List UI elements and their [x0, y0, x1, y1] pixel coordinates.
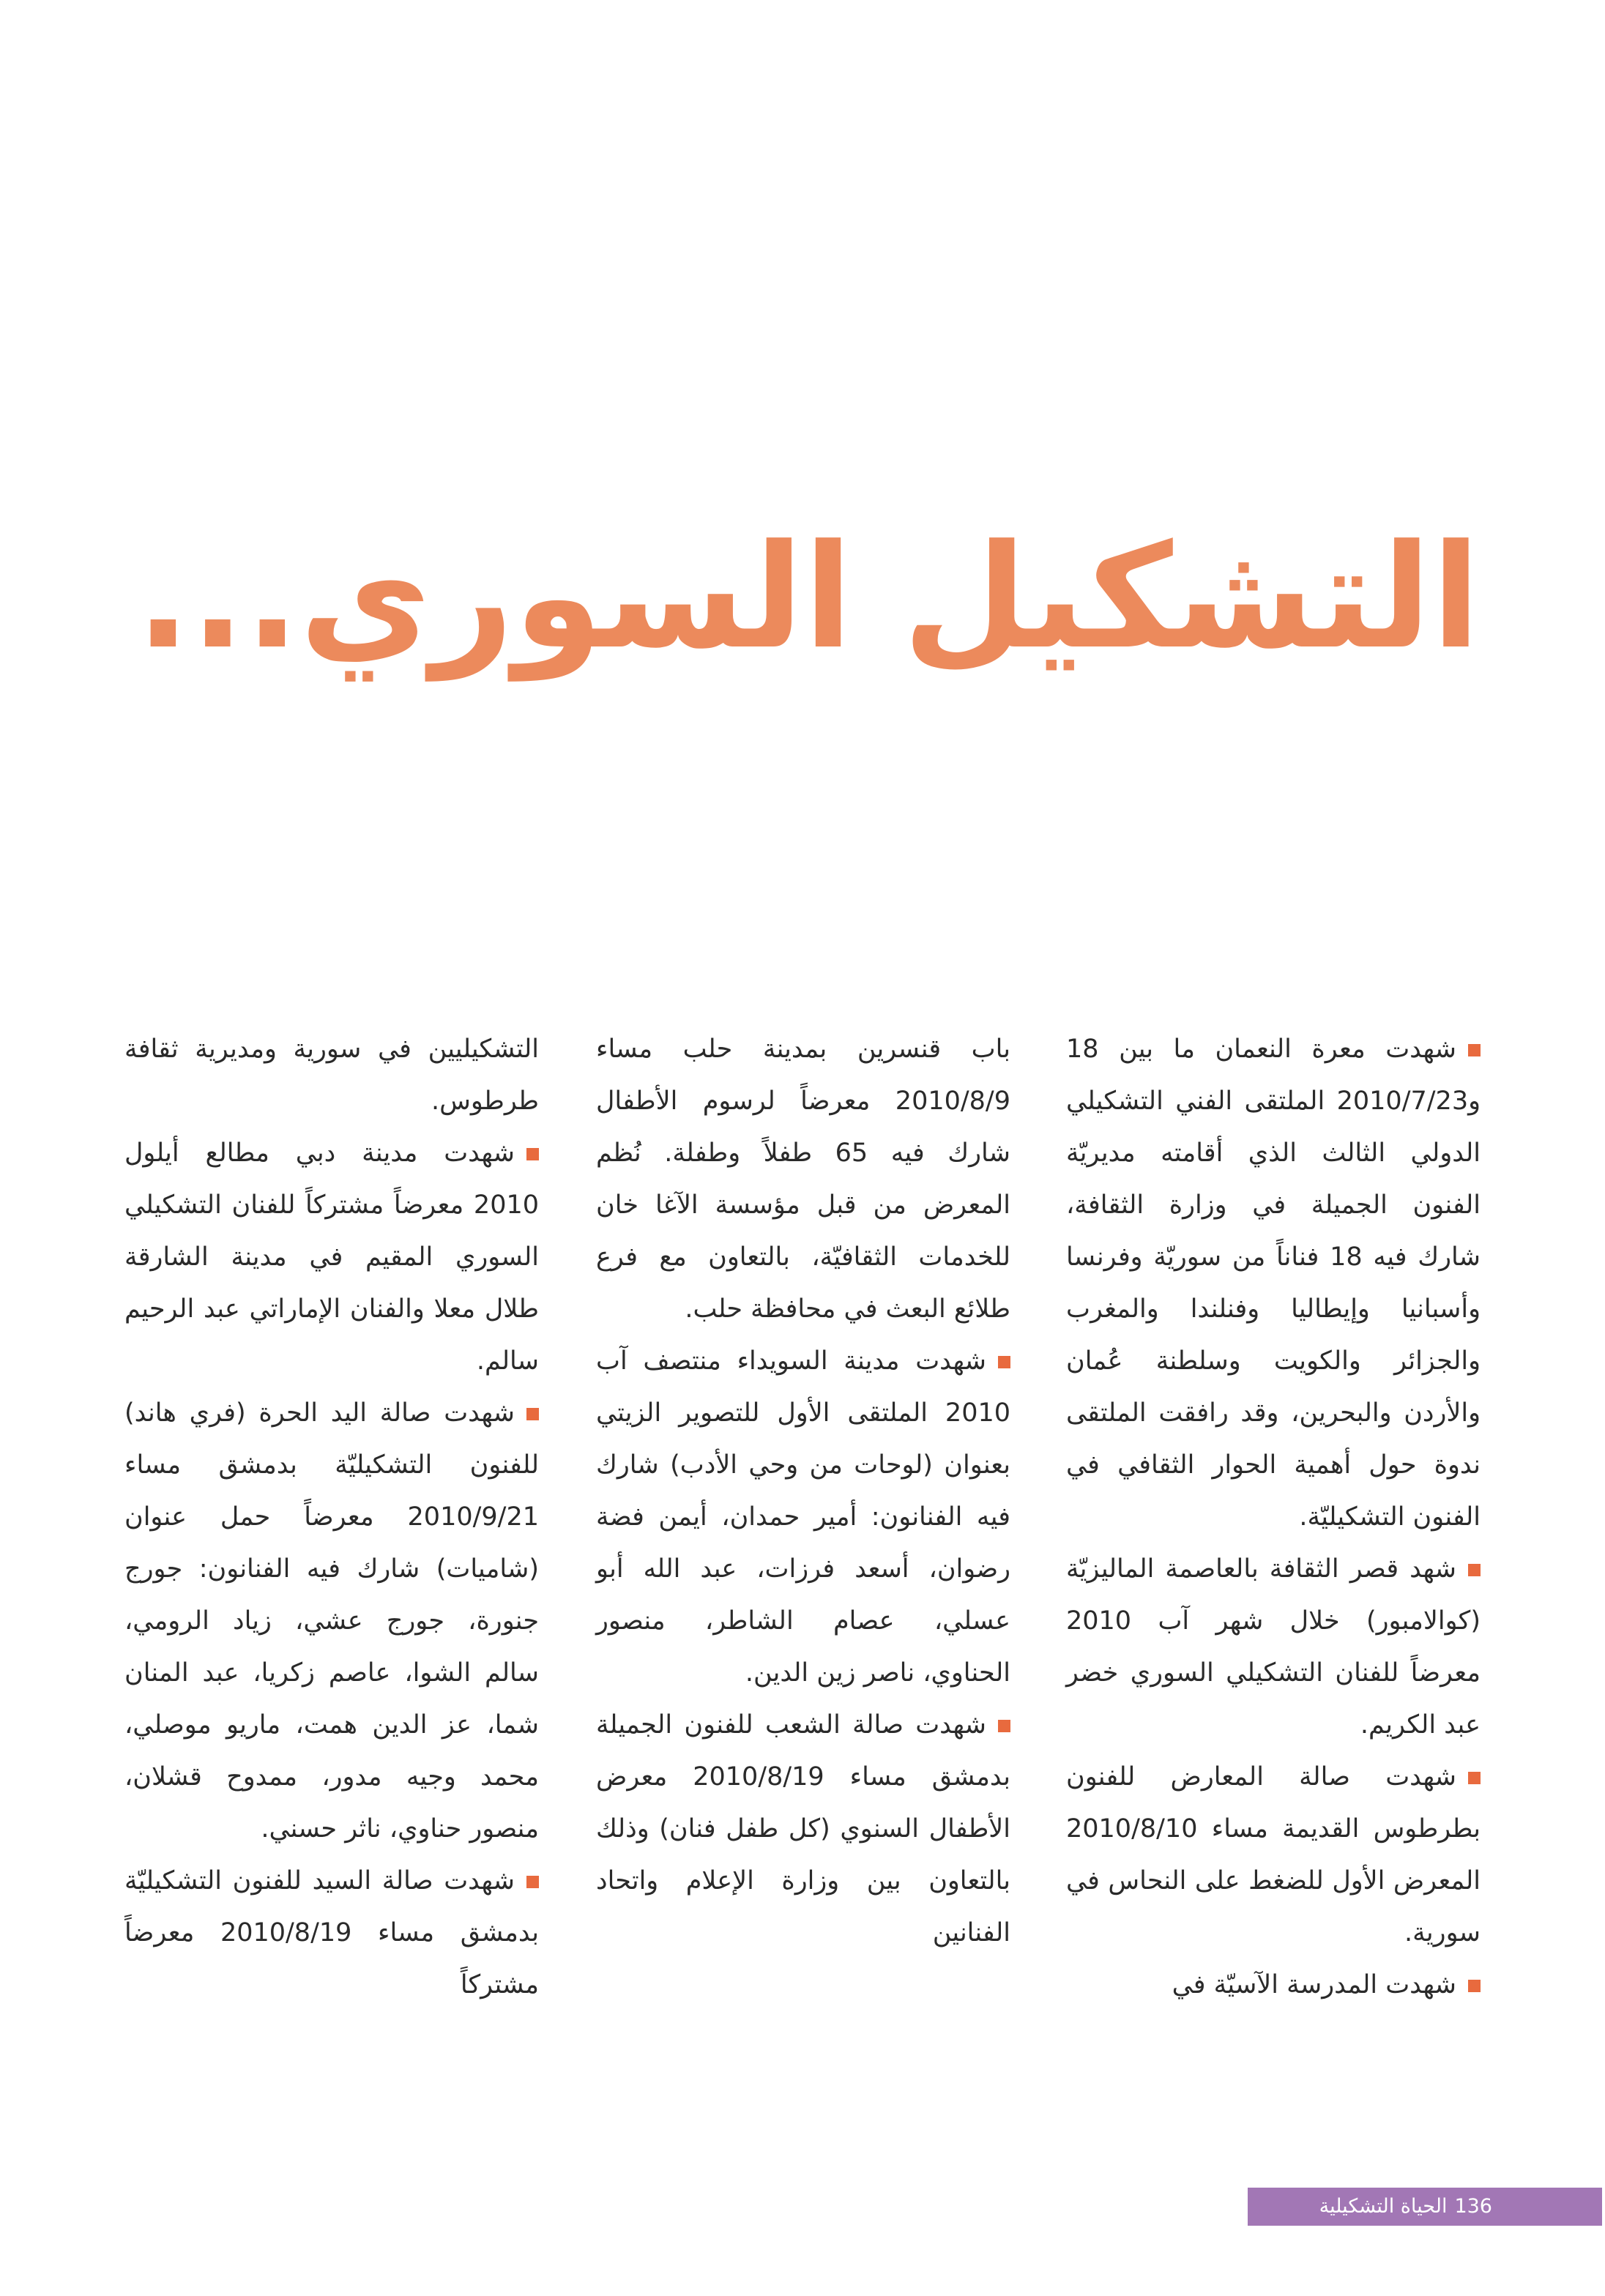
page-number: 136	[1454, 2195, 1492, 2218]
news-item-text: باب قنسرين بمدينة حلب مساء 2010/8/9 معرضاً لرسوم الأطفال شارك فيه 65 طفلاً وطفلة. نُظم المعرض من قبل مؤسسة الآغا خان للخدمات الثقافيّة، بالتعاون مع فرع طلائع البعث في محافظة حلب.	[596, 1035, 1010, 1324]
square-bullet-icon	[1468, 1564, 1481, 1576]
news-item	[124, 1387, 539, 1855]
square-bullet-icon	[1468, 1980, 1481, 1992]
square-bullet-icon	[526, 1408, 539, 1420]
news-item-text: شهدت المدرسة الآسيّة في	[1172, 1970, 1456, 1999]
news-item	[596, 1335, 1010, 1699]
square-bullet-icon	[526, 1876, 539, 1888]
page-footer	[1248, 2188, 1602, 2226]
news-item	[1066, 1543, 1481, 1751]
news-item	[596, 1024, 1010, 1335]
news-item-text: شهدت صالة المعارض للفنون بطرطوس القديمة مساء 2010/8/10 المعرض الأول للضغط على النحاس في سورية.	[1066, 1762, 1481, 1947]
news-item	[124, 1128, 539, 1387]
news-item-text: شهدت صالة الشعب للفنون الجميلة بدمشق مساء 2010/8/19 معرض الأطفال السنوي (كل طفل فنان) وذلك بالتعاون بين وزارة الإعلام واتحاد الفنانين	[596, 1710, 1010, 1947]
news-item	[124, 1855, 539, 2011]
article-title: التشكيل السوري...	[135, 514, 1481, 681]
news-item	[124, 1024, 539, 1128]
news-item-text: شهدت معرة النعمان ما بين 18 و2010/7/23 الملتقى الفني التشكيلي الدولي الثالث الذي أقامته مديريّة الفنون الجميلة في وزارة الثقافة، شارك فيه 18 فناناً من سوريّة وفرنسا وأسبانيا وإيطاليا وفنلندا والمغرب والجزائر والكويت وسلطنة عُمان والأردن والبحرين، وقد رافقت الملتقى ندوة حول أهمية الحوار الثقافي في الفنون التشكيليّة.	[1066, 1035, 1481, 1532]
text-column-middle	[596, 1024, 1010, 1959]
square-bullet-icon	[998, 1720, 1010, 1732]
text-column-left	[124, 1024, 539, 2011]
news-item	[1066, 1024, 1481, 1543]
news-item	[1066, 1959, 1481, 2011]
text-column-right	[1066, 1024, 1481, 2011]
magazine-name: الحياة التشكيلية	[1319, 2195, 1448, 2218]
square-bullet-icon	[1468, 1044, 1481, 1056]
news-item-text: شهدت صالة اليد الحرة (فري هاند) للفنون التشكيليّة بدمشق مساء 2010/9/21 معرضاً حمل عنوان (شاميات) شارك فيه الفنانون: جورج جنورة، جورج عشي، زياد الرومي، سالم الشوا، عاصم زكريا، عبد المنان شما، عز الدين همت، ماريو موصلي، محمد وجيه مدور، ممدوح قشلان، منصور حناوي، ناثر حسني.	[124, 1398, 539, 1844]
news-item	[596, 1699, 1010, 1959]
news-item-text: شهدت صالة السيد للفنون التشكيليّة بدمشق مساء 2010/8/19 معرضاً مشتركاً	[124, 1866, 539, 1999]
news-item-text: شهد قصر الثقافة بالعاصمة الماليزيّة (كوالامبور) خلال شهر آب 2010 معرضاً للفنان التشكيلي السوري خضر عبد الكريم.	[1066, 1554, 1481, 1740]
news-item	[1066, 1751, 1481, 1959]
square-bullet-icon	[998, 1356, 1010, 1368]
news-item-text: شهدت مدينة دبي مطالع أيلول 2010 معرضاً مشتركاً للفنان التشكيلي السوري المقيم في مدينة الشارقة طلال معلا والفنان الإماراتي عبد الرحيم سالم.	[124, 1138, 539, 1376]
news-item-text: شهدت مدينة السويداء منتصف آب 2010 الملتقى الأول للتصوير الزيتي بعنوان (لوحات من وحي الأدب) شارك فيه الفنانون: أمير حمدان، أيمن فضة رضوان، أسعد فرزات، عبد الله أبو عسلي، عصام الشاطر، منصور الحناوي، ناصر زين الدين.	[596, 1346, 1010, 1688]
square-bullet-icon	[1468, 1772, 1481, 1784]
square-bullet-icon	[526, 1148, 539, 1160]
news-item-text: التشكيليين في سورية ومديرية ثقافة طرطوس.	[124, 1035, 539, 1116]
